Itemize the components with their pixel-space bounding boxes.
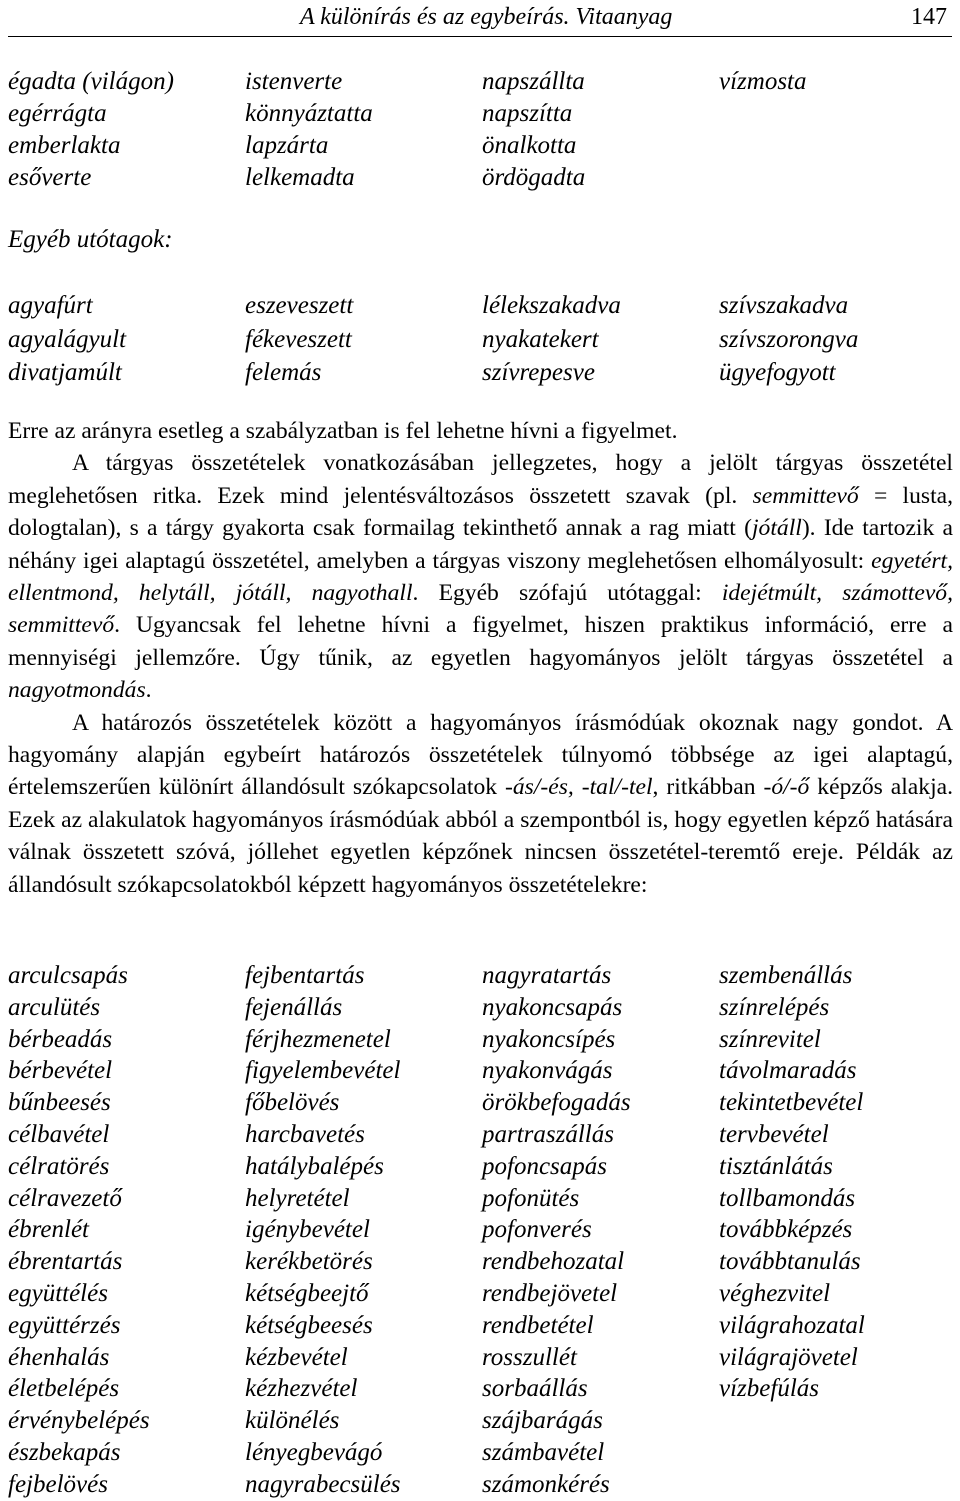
header-rule	[8, 36, 952, 37]
paragraph-2: A tárgyas összetételek vonatkozásában jellegzetes, hogy a jelölt tárgyas összetétel meglehetősen ritka. Ezek mind jelentésváltozásos összetett szavak (pl. semmittevő = lusta, dologtalan), s a tárgy gyakorta csak formailag tekinthető annak a rag miatt (jótáll). Ide tartozik a néhány igei alaptagú összetétel, amelyben a tárgyas viszony meglehetősen elhomályosult: egyetért, ellentmond, helytáll, jótáll, nagyothall. Egyéb szófajú utótaggal: idejétmúlt, számottevő, semmittevő. Ugyancsak fel lehetne hívni a figyelmet, hiszen praktikus információ, erre a mennyiségi jellemzőre. Úgy tűnik, az egyetlen hagyományos jelölt tárgyas összetétel a nagyotmondás.	[8, 450, 954, 704]
paragraph-3: A határozós összetételek között a hagyományos írásmódúak okoznak nagy gondot. A hagyomány alapján egybeírt határozós összetételek túlnyomó többsége az igei alaptagú, értelemszerűen különírt állandósult szókapcsolatok -ás/-és, -tal/-tel, ritkábban -ó/-ő képzős alakja. Ezek az alakulatok hagyományos írásmódúak abból a szempontból is, hogy egyetlen képző hatására válnak összetett szóvá, jóllehet egyetlen képzőnek nincsen összetétel-teremtő ereje. Példák az állandósult szókapcsolatokból képzett hagyományos összetételekre:	[8, 709, 954, 898]
list-item: rosszullét	[482, 1343, 577, 1371]
list-item: szembenállás	[719, 962, 853, 989]
list-item: szívszorongva	[719, 325, 859, 353]
list-item: szájbarágás	[482, 1407, 603, 1435]
section-label-other: Egyéb utótagok:	[8, 226, 173, 253]
list-item: együttélés	[8, 1279, 108, 1307]
list-item: ördögadta	[482, 164, 586, 191]
list-item: fejenállás	[245, 993, 343, 1021]
page-header	[8, 0, 952, 36]
list-item: továbbképzés	[719, 1216, 853, 1244]
list-item: nyakoncsípés	[482, 1025, 616, 1053]
list-item: agyalágyult	[8, 325, 127, 353]
list-item: bérbeadás	[8, 1025, 113, 1053]
list-item: rendbehozatal	[482, 1248, 625, 1276]
list-item	[719, 1469, 956, 1501]
list-item: pofonütés	[482, 1184, 580, 1212]
body-text	[8, 415, 953, 901]
list-item: agyafúrt	[8, 292, 93, 319]
list-item: napszítta	[482, 100, 573, 127]
list-item: fékeveszett	[245, 325, 352, 353]
list-item: éhenhalás	[8, 1343, 110, 1371]
list-item: rendbejövetel	[482, 1279, 618, 1307]
list-item: továbbtanulás	[719, 1248, 861, 1276]
list-item: hatálybalépés	[245, 1152, 384, 1180]
list-item: célratörés	[8, 1152, 110, 1180]
list-item: ébrenlét	[8, 1216, 89, 1244]
list-item: tollbamondás	[719, 1184, 856, 1212]
list-item: eszeveszett	[245, 292, 354, 319]
list-item: emberlakta	[8, 132, 121, 159]
list-item: lapzárta	[245, 132, 329, 159]
list-item: vízbefúlás	[719, 1375, 819, 1403]
list-item: észbekapás	[8, 1438, 121, 1466]
list-item: kerékbetörés	[245, 1248, 373, 1276]
list-item: ébrentartás	[8, 1248, 123, 1276]
list-item: véghezvitel	[719, 1279, 831, 1307]
paragraph-1: Erre az arányra esetleg a szabályzatban is fel lehetne hívni a figyelmet.	[8, 418, 678, 444]
list-item: szívrepesve	[482, 359, 595, 387]
list-item: fejbelövés	[8, 1470, 108, 1498]
list-item: világrahozatal	[719, 1311, 865, 1339]
list-item	[719, 1437, 956, 1469]
list-item: napszállta	[482, 68, 585, 95]
list-item: divatjamúlt	[8, 359, 122, 387]
list-item: ügyefogyott	[719, 359, 836, 387]
list-item: különélés	[245, 1407, 340, 1435]
list-item: együttérzés	[8, 1311, 121, 1339]
list-item: felemás	[245, 359, 322, 387]
list-item: számonkérés	[482, 1470, 610, 1498]
list-item: főbelövés	[245, 1089, 340, 1117]
list-item	[719, 98, 956, 130]
list-item: pofonverés	[482, 1216, 592, 1244]
list-item: nyakoncsapás	[482, 993, 623, 1021]
list-item: színrelépés	[719, 993, 830, 1021]
list-item: lélekszakadva	[482, 292, 621, 319]
list-item: arculütés	[8, 993, 101, 1021]
list-item: nyakatekert	[482, 325, 599, 353]
list-item: partraszállás	[482, 1120, 614, 1148]
list-item: kézbevétel	[245, 1343, 348, 1371]
list-item: kézhezvétel	[245, 1375, 358, 1403]
word-list-examples	[8, 960, 956, 1501]
list-item: egérrágta	[8, 100, 107, 127]
word-list-other-suffixes	[8, 289, 956, 390]
list-item: nyakonvágás	[482, 1057, 613, 1085]
list-item: esőverte	[8, 164, 92, 191]
list-item: tekintetbevétel	[719, 1089, 864, 1117]
list-item: távolmaradás	[719, 1057, 857, 1085]
list-item: istenverte	[245, 68, 343, 95]
list-item: vízmosta	[719, 68, 807, 95]
list-item: szívszakadva	[719, 292, 849, 319]
list-item: figyelembevétel	[245, 1057, 401, 1085]
list-item: könnyáztatta	[245, 100, 373, 127]
list-item: tisztánlátás	[719, 1152, 833, 1180]
list-item: férjhezmenetel	[245, 1025, 391, 1053]
list-item: rendbetétel	[482, 1311, 594, 1339]
list-item: harcbavetés	[245, 1120, 365, 1148]
list-item: célbavétel	[8, 1120, 110, 1148]
list-item: életbelépés	[8, 1375, 120, 1403]
list-item: önalkotta	[482, 132, 577, 159]
list-item: helyretétel	[245, 1184, 350, 1212]
list-item: nagyrabecsülés	[245, 1470, 401, 1498]
list-item: érvénybelépés	[8, 1407, 150, 1435]
list-item: lelkemadta	[245, 164, 355, 191]
list-item: örökbefogadás	[482, 1089, 631, 1117]
list-item: kétségbeesés	[245, 1311, 373, 1339]
list-item: igénybevétel	[245, 1216, 370, 1244]
list-item: kétségbeejtő	[245, 1279, 369, 1307]
list-item: égadta (világon)	[8, 68, 174, 95]
list-item	[719, 130, 956, 162]
list-item: sorbaállás	[482, 1375, 588, 1403]
list-item: célravezető	[8, 1184, 122, 1212]
list-item: nagyratartás	[482, 962, 612, 989]
list-item	[719, 1405, 956, 1437]
list-item: számbavétel	[482, 1438, 605, 1466]
list-item: bérbevétel	[8, 1057, 113, 1085]
list-item: bűnbeesés	[8, 1089, 111, 1117]
page-number: 147	[911, 4, 947, 30]
list-item: tervbevétel	[719, 1120, 829, 1148]
list-item: fejbentartás	[245, 962, 365, 989]
list-item: lényegbevágó	[245, 1438, 383, 1466]
list-item	[719, 162, 956, 194]
list-item: színrevitel	[719, 1025, 821, 1053]
list-item: pofoncsapás	[482, 1152, 607, 1180]
list-item: világrajövetel	[719, 1343, 858, 1371]
list-item: arculcsapás	[8, 962, 128, 989]
running-title: A különírás és az egybeírás. Vitaanyag	[300, 4, 673, 30]
word-list-adta	[8, 66, 956, 194]
